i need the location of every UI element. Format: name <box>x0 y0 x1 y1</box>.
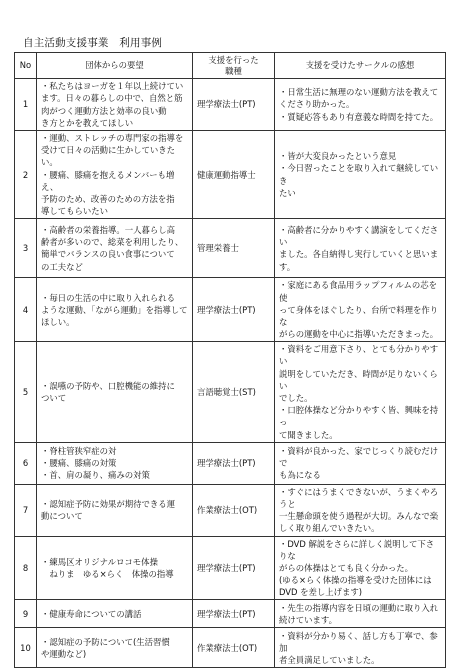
table-row <box>15 131 446 219</box>
page-title: 自主活動支援事業 利用事例 <box>23 37 163 49</box>
impression-cell: ・資料をご用意下さり、とても分かりやすい 説明をしていただき、時間が足りないくらい でした。 ・口腔体操など分かりやすく皆、興味を持っ て聞きました。 <box>275 342 446 443</box>
request-cell: ・運動、ストレッチの専門家の指導を 受けて日々の活動に生かしていきた い。 ・腰痛、膝痛を抱えるメンバーも増え、 予防のため、改善のための方法を指 導してもらいたい <box>37 131 193 219</box>
staff-cell: 作業療法士(OT) <box>193 628 275 668</box>
table-row <box>15 278 446 342</box>
staff-cell: 管理栄養士 <box>193 219 275 278</box>
request-cell: ・誤嚥の予防や、口腔機能の維持に ついて <box>37 342 193 443</box>
request-cell: ・練馬区オリジナルロコモ体操 ねりま ゆる×らく 体操の指導 <box>37 536 193 600</box>
request-cell: ・認知症予防に効果が期待できる運 動について <box>37 484 193 536</box>
table-row <box>15 219 446 278</box>
row-number: 10 <box>15 628 37 668</box>
impression-cell: ・すぐにはうまくできないが、うまくやろうと 一生懸命頭を使う過程が大切。みんなで楽 しく取り組んでいきたい。 <box>275 484 446 536</box>
table-header-row <box>15 53 446 79</box>
request-cell: ・私たちはヨーガを１年以上続けてい ます。日々の暮らしの中で、自然と筋 肉がつく運動方法と効率の良い動 き方とかを教えてほしい <box>37 79 193 131</box>
staff-cell: 言語聴覚士(ST) <box>193 342 275 443</box>
impression-cell: ・皆が大変良かったという意見 ・今日習ったことを取り入れて継続していき たい <box>275 131 446 219</box>
row-number: 2 <box>15 131 37 219</box>
table-row <box>15 79 446 131</box>
row-number: 5 <box>15 342 37 443</box>
impression-cell: ・資料が分かり易く、話し方も丁寧で、参加 者全員満足していました。 <box>275 628 446 668</box>
request-cell: ・脊柱管狭窄症の対 ・腰痛、膝痛の対策 ・首、肩の凝り、痛みの対策 <box>37 442 193 484</box>
request-cell: ・毎日の生活の中に取り入れられる ような運動、「ながら運動」を指導して ほしい。 <box>37 278 193 342</box>
staff-cell: 理学療法士(PT) <box>193 278 275 342</box>
staff-cell: 理学療法士(PT) <box>193 442 275 484</box>
request-cell: ・高齢者の栄養指導。一人暮らし高 齢者が多いので、総菜を利用したり、 簡単でバランスの良い食事について の工夫など <box>37 219 193 278</box>
impression-cell: ・家庭にある食品用ラップフィルムの芯を使 って身体をほぐしたり、台所で料理を作りな がらの運動を中心に指導いただきまった。 <box>275 278 446 342</box>
table-row <box>15 342 446 443</box>
impression-cell: ・高齢者に分かりやすく講演をしてください ました。各自納得し実行していくと思いま す。 <box>275 219 446 278</box>
request-cell: ・認知症の予防について(生活習慣 や運動など) <box>37 628 193 668</box>
header-request: 団体からの要望 <box>37 53 193 79</box>
row-number: 4 <box>15 278 37 342</box>
request-cell: ・健康寿命についての講話 <box>37 600 193 628</box>
support-case-table <box>14 52 446 668</box>
impression-cell: ・日常生活に無理のない運動方法を教えて くださり助かった。 ・質疑応答もあり有意義な時間を持てた。 <box>275 79 446 131</box>
staff-cell: 理学療法士(PT) <box>193 600 275 628</box>
row-number: 3 <box>15 219 37 278</box>
table-row <box>15 600 446 628</box>
staff-cell: 健康運動指導士 <box>193 131 275 219</box>
header-impression: 支援を受けたサークルの感想 <box>275 53 446 79</box>
impression-cell: ・DVD 解説をさらに詳しく説明して下さりな がらの体操はとても良く分かった。 (ゆる×らく体操の指導を受けた団体には DVD を差し上げます) <box>275 536 446 600</box>
table-row <box>15 628 446 668</box>
staff-cell: 理学療法士(PT) <box>193 536 275 600</box>
staff-cell: 理学療法士(PT) <box>193 79 275 131</box>
table-row <box>15 442 446 484</box>
row-number: 6 <box>15 442 37 484</box>
staff-cell: 作業療法士(OT) <box>193 484 275 536</box>
header-staff: 支援を行った 職種 <box>193 53 275 79</box>
impression-cell: ・先生の指導内容を日頃の運動に取り入れ 続けています。 <box>275 600 446 628</box>
row-number: 1 <box>15 79 37 131</box>
row-number: 7 <box>15 484 37 536</box>
impression-cell: ・資料が良かった、家でじっくり読むだけで も為になる <box>275 442 446 484</box>
row-number: 8 <box>15 536 37 600</box>
row-number: 9 <box>15 600 37 628</box>
header-no: No <box>15 53 37 79</box>
table-row <box>15 484 446 536</box>
table-row <box>15 536 446 600</box>
